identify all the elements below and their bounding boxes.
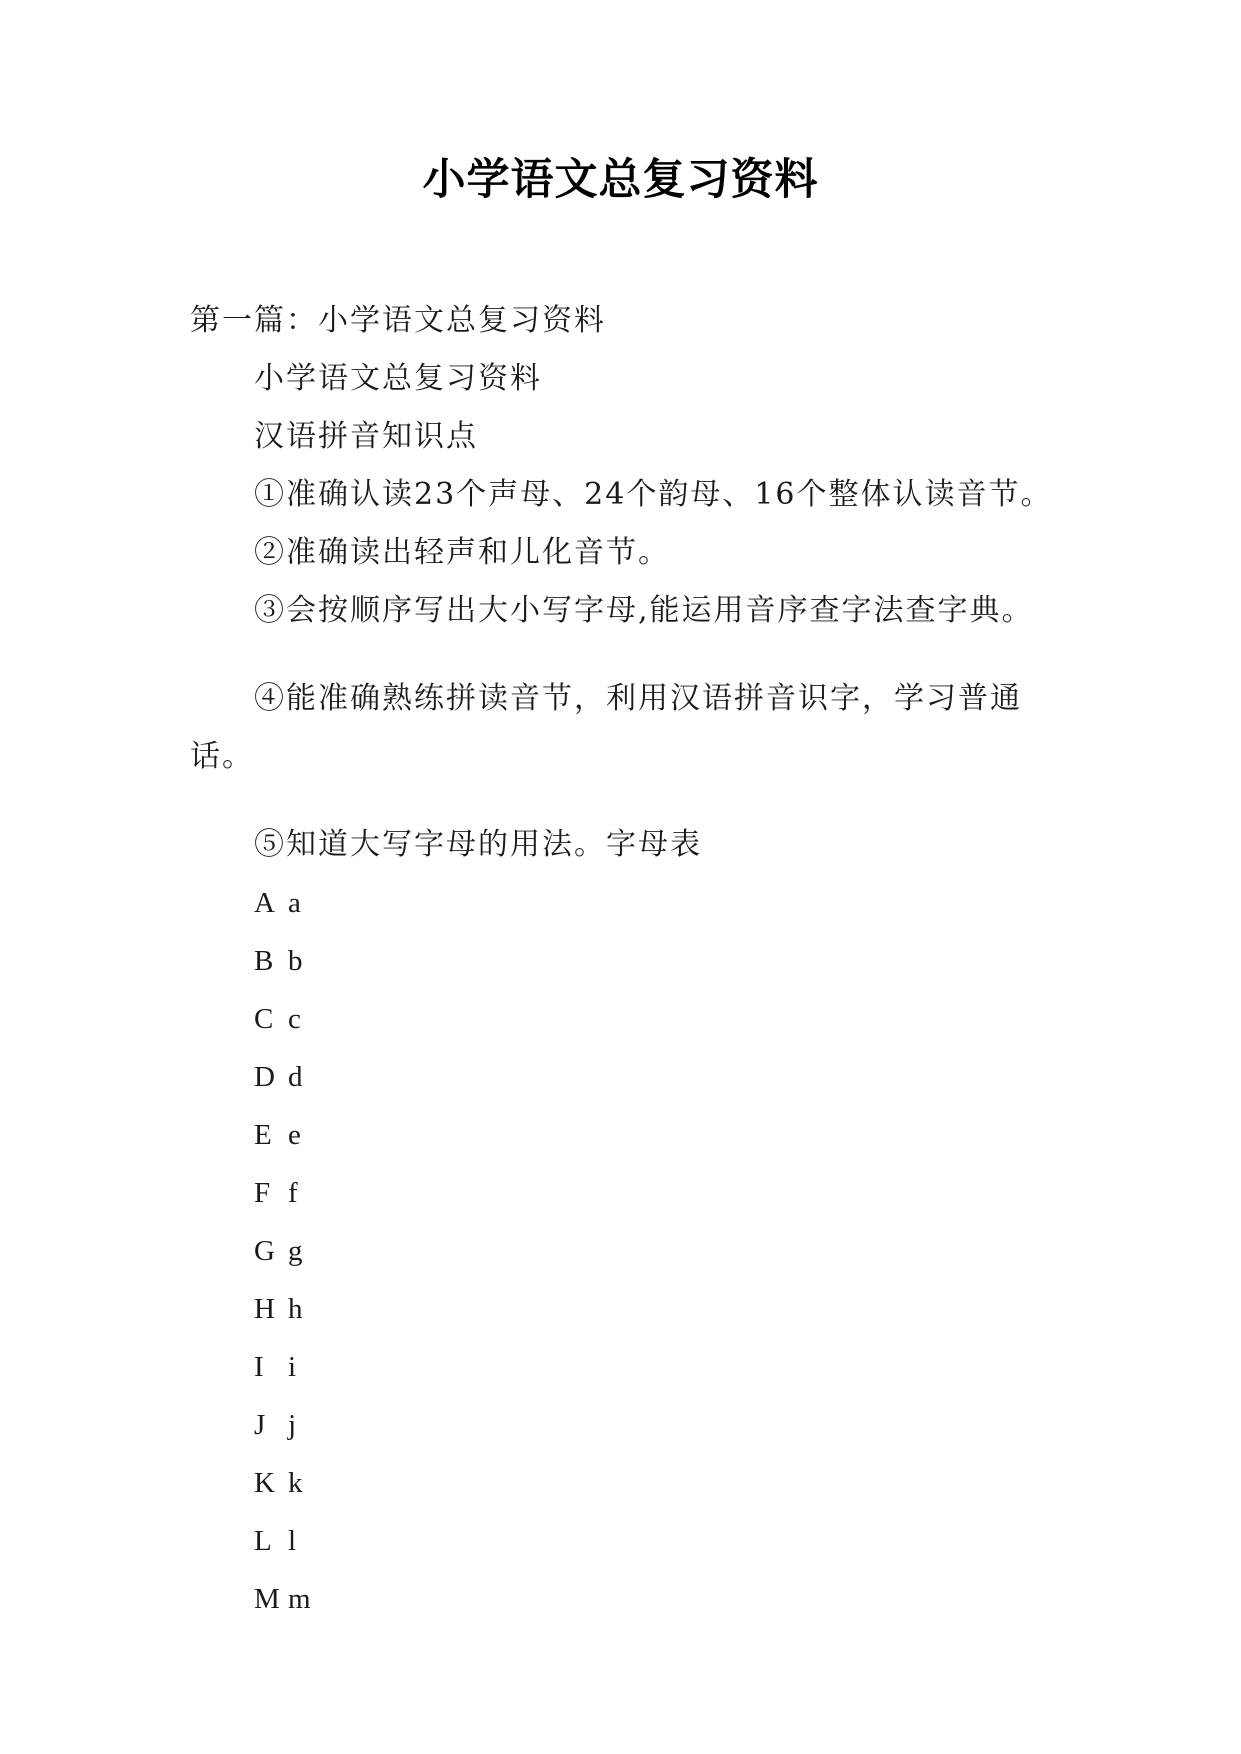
alphabet-row — [190, 1222, 1050, 1280]
uppercase-letter: C — [254, 1003, 274, 1035]
lowercase-letter: f — [288, 1177, 298, 1209]
alphabet-row — [190, 1454, 1050, 1512]
lowercase-letter: l — [288, 1525, 297, 1557]
subtitle: 小学语文总复习资料 — [254, 361, 542, 396]
alphabet-row — [190, 1512, 1050, 1570]
document-body — [190, 292, 1053, 1628]
uppercase-letter: A — [254, 887, 275, 919]
lowercase-letter: i — [288, 1351, 297, 1383]
point-1: ①准确认读23个声母、24个韵母、16个整体认读音节。 — [254, 477, 1053, 512]
point-3: ③会按顺序写出大小写字母,能运用音序查字法查字典。 — [254, 593, 1034, 628]
uppercase-letter: D — [254, 1061, 275, 1093]
point-4: ④能准确熟练拼读音节，利用汉语拼音识字，学习普通话。 — [190, 681, 1022, 774]
alphabet-row — [190, 932, 1050, 990]
topic-heading: 汉语拼音知识点 — [254, 419, 478, 454]
uppercase-letter: H — [254, 1293, 275, 1325]
lowercase-letter: b — [288, 945, 303, 977]
lowercase-letter: k — [288, 1467, 303, 1499]
uppercase-letter: M — [254, 1583, 280, 1615]
uppercase-letter: L — [254, 1525, 272, 1557]
uppercase-letter: J — [254, 1409, 266, 1441]
alphabet-row — [190, 1570, 1050, 1628]
lowercase-letter: j — [288, 1409, 297, 1441]
section-heading: 第一篇：小学语文总复习资料 — [190, 303, 606, 338]
alphabet-row — [190, 1164, 1050, 1222]
uppercase-letter: E — [254, 1119, 272, 1151]
lowercase-letter: g — [288, 1235, 303, 1267]
lowercase-letter: a — [288, 887, 301, 919]
uppercase-letter: K — [254, 1467, 275, 1499]
document-title: 小学语文总复习资料 — [422, 155, 819, 205]
lowercase-letter: m — [288, 1583, 311, 1615]
uppercase-letter: B — [254, 945, 274, 977]
alphabet-row — [190, 1396, 1050, 1454]
point-2: ②准确读出轻声和儿化音节。 — [254, 535, 670, 570]
alphabet-row — [190, 1338, 1050, 1396]
uppercase-letter: F — [254, 1177, 271, 1209]
alphabet-row — [190, 990, 1050, 1048]
lowercase-letter: c — [288, 1003, 301, 1035]
alphabet-row — [190, 1048, 1050, 1106]
lowercase-letter: h — [288, 1293, 303, 1325]
lowercase-letter: e — [288, 1119, 301, 1151]
uppercase-letter: G — [254, 1235, 275, 1267]
uppercase-letter: I — [254, 1351, 264, 1383]
alphabet-list — [190, 874, 1050, 1628]
alphabet-row — [190, 1106, 1050, 1164]
point-5: ⑤知道大写字母的用法。字母表 — [254, 827, 702, 862]
alphabet-row — [190, 874, 1050, 932]
alphabet-row — [190, 1280, 1050, 1338]
lowercase-letter: d — [288, 1061, 303, 1093]
